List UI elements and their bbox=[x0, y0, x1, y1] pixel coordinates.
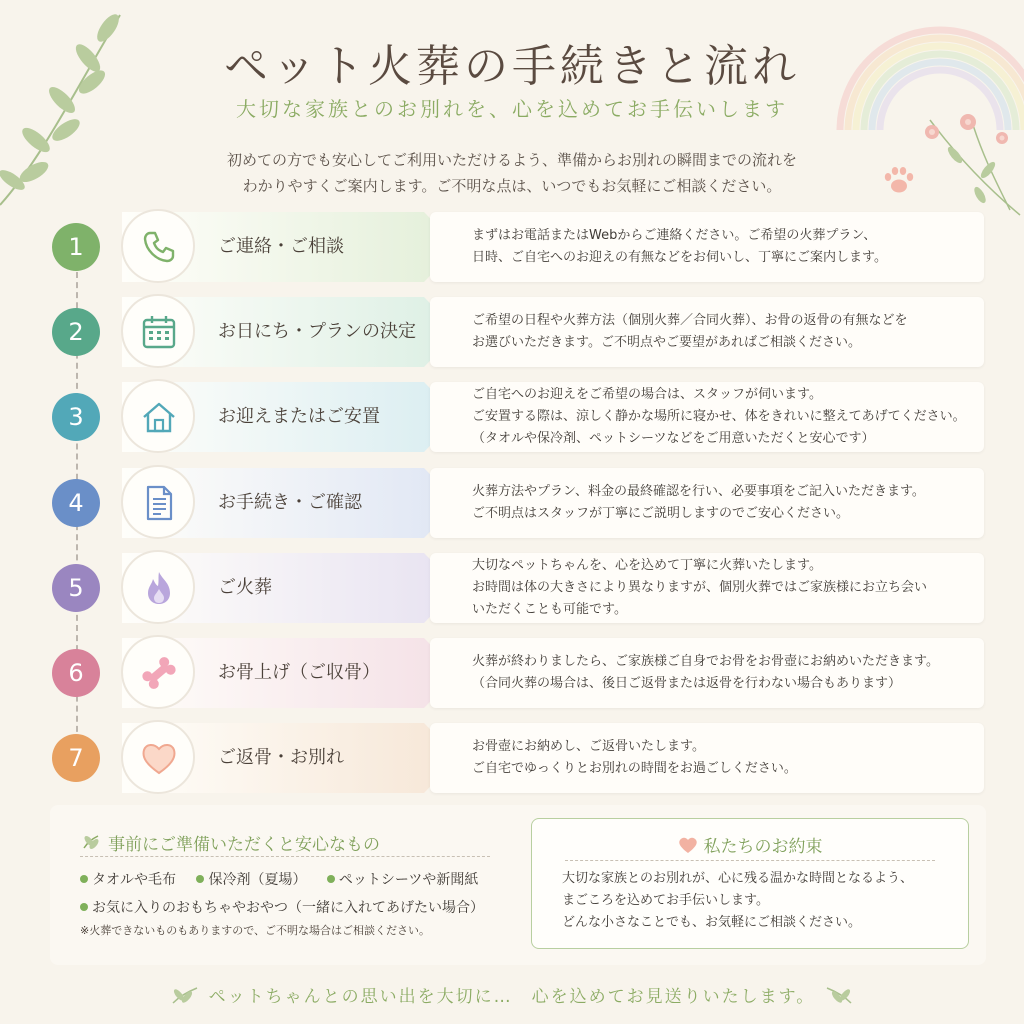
step-description-line: ご安置する際は、涼しく静かな場所に寝かせ、体をきれいに整えてあげてください。 bbox=[472, 409, 966, 424]
step-6 bbox=[0, 634, 1024, 712]
bone-icon bbox=[121, 635, 195, 709]
step-label: お日にち・プランの決定 bbox=[218, 321, 416, 342]
step-description-line: ご希望の日程や火葬方法（個別火葬／合同火葬）、お骨の返骨の有無などを bbox=[472, 313, 908, 328]
leaf-icon bbox=[825, 985, 855, 1010]
step-description-line: 大切なペットちゃんを、心を込めて丁寧に火葬いたします。 bbox=[472, 558, 822, 573]
step-description bbox=[430, 468, 984, 538]
page-subtitle: 大切な家族とのお別れを、心を込めてお手伝いします bbox=[236, 97, 788, 121]
intro-text: 初めての方でも安心してご利用いただけるよう、準備からお別れの瞬間までの流れを わかりやすくご案内します。ご不明な点は、いつでもお気軽にご相談ください。 bbox=[226, 151, 797, 195]
step-description-line: ご不明点はスタッフが丁寧にご説明しますのでご安心ください。 bbox=[472, 506, 850, 521]
step-label: ご連絡・ご相談 bbox=[218, 236, 344, 257]
step-description-line: 日時、ご自宅へのお迎えの有無などをお伺いし、丁寧にご案内します。 bbox=[472, 250, 887, 265]
page-title: ペット火葬の手続きと流れ bbox=[224, 41, 800, 92]
step-description-line: いただくことも可能です。 bbox=[472, 602, 627, 617]
step-description-line: お選びいただきます。ご不明点やご要望があればご相談ください。 bbox=[472, 335, 861, 350]
step-description-line: （タオルや保冷剤、ペットシーツなどをご用意いただくと安心です） bbox=[472, 431, 875, 446]
step-number: 7 bbox=[52, 734, 100, 782]
step-description-line: （合同火葬の場合は、後日ご返骨または返骨を行わない場合もあります） bbox=[472, 676, 902, 691]
house-icon bbox=[121, 379, 195, 453]
step-description-line: まずはお電話またはWebからご連絡ください。ご希望の火葬プラン、 bbox=[472, 228, 877, 243]
list-item: お気に入りのおもちゃやおやつ（一緒に入れてあげたい場合） bbox=[80, 900, 484, 916]
leaf-icon bbox=[82, 834, 100, 855]
step-description-line: ご自宅でゆっくりとお別れの時間をお過ごしください。 bbox=[472, 761, 797, 776]
step-description bbox=[430, 212, 984, 282]
heart-icon bbox=[678, 836, 698, 854]
flower-branch-icon bbox=[910, 110, 1024, 220]
step-description bbox=[430, 553, 984, 623]
phone-icon bbox=[121, 209, 195, 283]
step-number: 6 bbox=[52, 649, 100, 697]
prep-note: ※火葬できないものもありますので、ご不明な場合はご相談ください。 bbox=[80, 924, 430, 937]
step-number: 1 bbox=[52, 223, 100, 271]
step-number: 5 bbox=[52, 564, 100, 612]
step-number: 2 bbox=[52, 308, 100, 356]
step-2 bbox=[0, 293, 1024, 371]
step-description bbox=[430, 297, 984, 367]
flame-icon bbox=[121, 550, 195, 624]
paw-icon bbox=[882, 165, 916, 195]
step-description-line: 火葬方法やプラン、料金の最終確認を行い、必要事項をご記入いただきます。 bbox=[472, 484, 925, 499]
step-number: 3 bbox=[52, 393, 100, 441]
promise-divider bbox=[565, 860, 935, 861]
list-item: タオルや毛布 bbox=[80, 872, 176, 888]
step-description-line: ご自宅へのお迎えをご希望の場合は、スタッフが伺います。 bbox=[472, 387, 822, 402]
step-description bbox=[430, 723, 984, 793]
step-number: 4 bbox=[52, 479, 100, 527]
step-5 bbox=[0, 549, 1024, 627]
promise-text: 大切な家族とのお別れが、心に残る温かな時間となるよう、 まごころを込めてお手伝いします。 どんな小さなことでも、お気軽にご相談ください。 bbox=[562, 871, 914, 930]
list-item: ペットシーツや新聞紙 bbox=[327, 872, 478, 888]
step-label: お手続き・ご確認 bbox=[218, 492, 362, 513]
step-1 bbox=[0, 208, 1024, 286]
calendar-icon bbox=[121, 294, 195, 368]
prep-list bbox=[80, 866, 500, 922]
step-description bbox=[430, 638, 984, 708]
step-label: ご火葬 bbox=[218, 577, 272, 598]
step-description-line: お時間は体の大きさにより異なりますが、個別火葬ではご家族様にお立ち会い bbox=[472, 580, 928, 595]
step-3 bbox=[0, 378, 1024, 456]
prep-title: 事前にご準備いただくと安心なもの bbox=[82, 830, 380, 855]
step-description-line: 火葬が終わりましたら、ご家族様ご自身でお骨をお骨壺にお納めいただきます。 bbox=[472, 654, 939, 669]
step-4 bbox=[0, 464, 1024, 542]
prep-divider bbox=[80, 856, 490, 857]
step-description bbox=[430, 382, 984, 452]
footer-message: ペットちゃんとの思い出を大切に… 心を込めてお見送りいたします。 bbox=[0, 982, 1024, 1010]
step-description-line: お骨壺にお納めし、ご返骨いたします。 bbox=[472, 739, 705, 754]
list-item: 保冷剤（夏場） bbox=[196, 872, 306, 888]
step-7 bbox=[0, 719, 1024, 797]
document-icon bbox=[121, 465, 195, 539]
promise-title: 私たちのお約束 bbox=[531, 832, 969, 857]
step-label: お骨上げ（ご収骨） bbox=[218, 662, 380, 683]
leaf-icon bbox=[169, 985, 199, 1010]
step-label: ご返骨・お別れ bbox=[218, 747, 344, 768]
heart-icon bbox=[121, 720, 195, 794]
step-label: お迎えまたはご安置 bbox=[218, 406, 380, 427]
